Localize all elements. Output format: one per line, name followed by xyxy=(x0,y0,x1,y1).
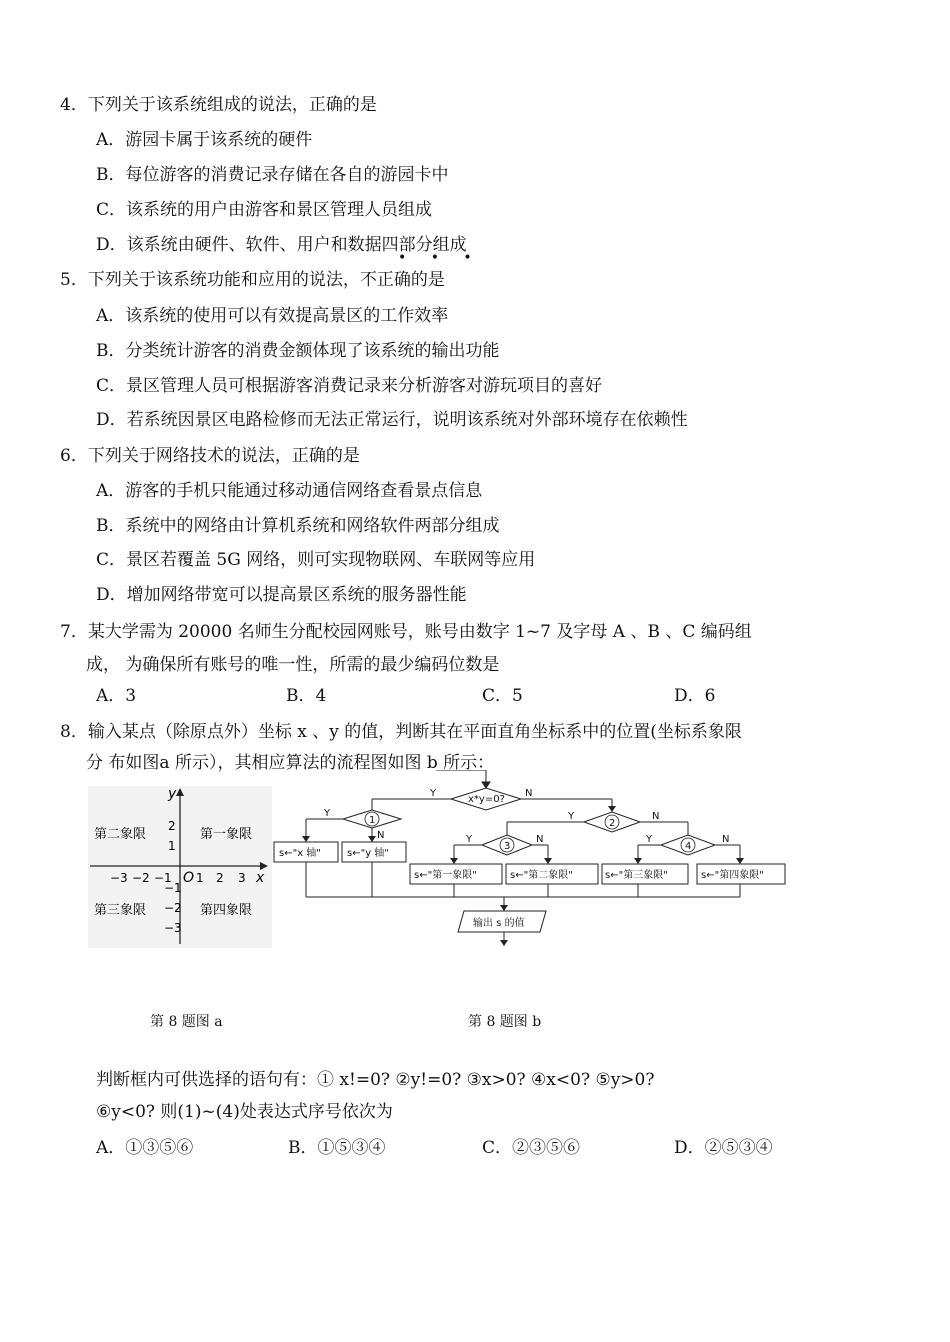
d3-no-label: N xyxy=(536,834,544,845)
x-tick: 1 xyxy=(196,871,204,885)
quadrant-1-label: 第一象限 xyxy=(200,827,253,842)
y-tick: −3 xyxy=(164,921,182,935)
origin-label: O xyxy=(183,870,195,886)
top-yes-label: Y xyxy=(430,788,437,799)
x-tick: −2 xyxy=(132,871,150,885)
box-x-axis: s←"x 轴" xyxy=(279,848,321,859)
q5-option-b: B．分类统计游客的消费金额体现了该系统的输出功能 xyxy=(96,341,500,361)
x-tick: −3 xyxy=(110,871,128,885)
quadrant-3-label: 第三象限 xyxy=(94,903,147,918)
figure-a-caption: 第 8 题图 a xyxy=(150,1014,223,1030)
d3-yes-label: Y xyxy=(466,834,473,845)
q6-option-d: D．增加网络带宽可以提高景区系统的服务器性能 xyxy=(96,585,467,605)
x-tick: −1 xyxy=(154,871,172,885)
d4-no-label: N xyxy=(722,834,730,845)
q8-option-c: C．②③⑤⑥ xyxy=(482,1138,581,1158)
x-tick: 2 xyxy=(216,871,224,885)
question-8-stem-line2: 分 布如图a 所示），其相应算法的流程图如图 b 所示： xyxy=(86,753,495,773)
output-box: 输出 s 的值 xyxy=(473,918,525,929)
x-axis-label: x xyxy=(256,870,265,886)
flowchart-figure-b xyxy=(270,770,800,950)
x-tick: 3 xyxy=(238,871,246,885)
box-quadrant-4: s←"第四象限" xyxy=(701,870,764,881)
question-8-stem-line1: 8．输入某点（除原点外）坐标 x 、y 的值，判断其在平面直角坐标系中的位置(坐标系象限 xyxy=(60,722,742,742)
emphasis-dots: • • • xyxy=(398,250,482,266)
q7-option-c: C．5 xyxy=(482,686,523,706)
d2-no-label: N xyxy=(652,811,660,822)
q8-choices-line2: ⑥y<0? 则(1)~(4)处表达式序号依次为 xyxy=(96,1102,393,1122)
q4-option-b: B．每位游客的消费记录存储在各自的游园卡中 xyxy=(96,165,449,185)
top-decision-label: x*y=0? xyxy=(468,794,505,805)
y-tick: 2 xyxy=(168,819,176,833)
top-no-label: N xyxy=(525,788,533,799)
q7-option-b: B．4 xyxy=(286,686,327,706)
question-7-stem-line1: 7．某大学需为 20000 名师生分配校园网账号，账号由数字 1~7 及字母 A 、B 、C 编码组 xyxy=(60,622,752,642)
figure-b-caption: 第 8 题图 b xyxy=(468,1014,542,1030)
q8-option-b: B．①⑤③④ xyxy=(288,1138,386,1158)
quadrant-4-label: 第四象限 xyxy=(200,903,253,918)
q8-option-d: D．②⑤③④ xyxy=(674,1138,773,1158)
q8-option-a: A．①③⑤⑥ xyxy=(96,1138,194,1158)
decision-3-label: 3 xyxy=(504,841,511,852)
q5-option-c: C．景区管理人员可根据游客消费记录来分析游客对游玩项目的喜好 xyxy=(96,376,603,396)
d1-no-label: N xyxy=(377,830,385,841)
y-tick: 1 xyxy=(168,839,176,853)
y-axis-label: y xyxy=(168,786,177,802)
box-quadrant-1: s←"第一象限" xyxy=(414,870,477,881)
d4-yes-label: Y xyxy=(646,834,653,845)
q4-option-c: C．该系统的用户由游客和景区管理人员组成 xyxy=(96,200,433,220)
q4-option-d: D．该系统由硬件、软件、用户和数据四部分组成 xyxy=(96,235,467,255)
box-y-axis: s←"y 轴" xyxy=(347,848,389,859)
coordinate-figure-a xyxy=(88,786,272,948)
y-tick: −2 xyxy=(164,901,182,915)
question-6-stem: 6．下列关于网络技术的说法，正确的是 xyxy=(60,446,360,466)
decision-4-label: 4 xyxy=(685,841,692,852)
q5-option-d: D．若系统因景区电路检修而无法正常运行，说明该系统对外部环境存在依赖性 xyxy=(96,410,688,430)
decision-1-label: 1 xyxy=(369,815,376,826)
box-quadrant-2: s←"第二象限" xyxy=(510,870,573,881)
q6-option-a: A．游客的手机只能通过移动通信网络查看景点信息 xyxy=(96,481,483,501)
d2-yes-label: Y xyxy=(568,811,575,822)
q7-option-a: A．3 xyxy=(96,686,137,706)
quadrant-2-label: 第二象限 xyxy=(94,827,147,842)
d1-yes-label: Y xyxy=(324,808,331,819)
q4-option-a: A．游园卡属于该系统的硬件 xyxy=(96,130,313,150)
q8-choices-line1: 判断框内可供选择的语句有：① x!=0? ②y!=0? ③x>0? ④x<0? ⑤y>0? xyxy=(96,1070,655,1090)
decision-2-label: 2 xyxy=(609,818,616,829)
question-4-stem: 4．下列关于该系统组成的说法，正确的是 xyxy=(60,95,377,115)
question-5-stem: 5．下列关于该系统功能和应用的说法，不正确的是 xyxy=(60,270,445,290)
box-quadrant-3: s←"第三象限" xyxy=(605,870,668,881)
q6-option-b: B．系统中的网络由计算机系统和网络软件两部分组成 xyxy=(96,516,500,536)
question-7-stem-line2: 成， 为确保所有账号的唯一性，所需的最少编码位数是 xyxy=(86,655,500,675)
q7-option-d: D．6 xyxy=(674,686,716,706)
q5-option-a: A．该系统的使用可以有效提高景区的工作效率 xyxy=(96,306,449,326)
y-tick: −1 xyxy=(164,881,182,895)
q6-option-c: C．景区若覆盖 5G 网络，则可实现物联网、车联网等应用 xyxy=(96,550,536,570)
